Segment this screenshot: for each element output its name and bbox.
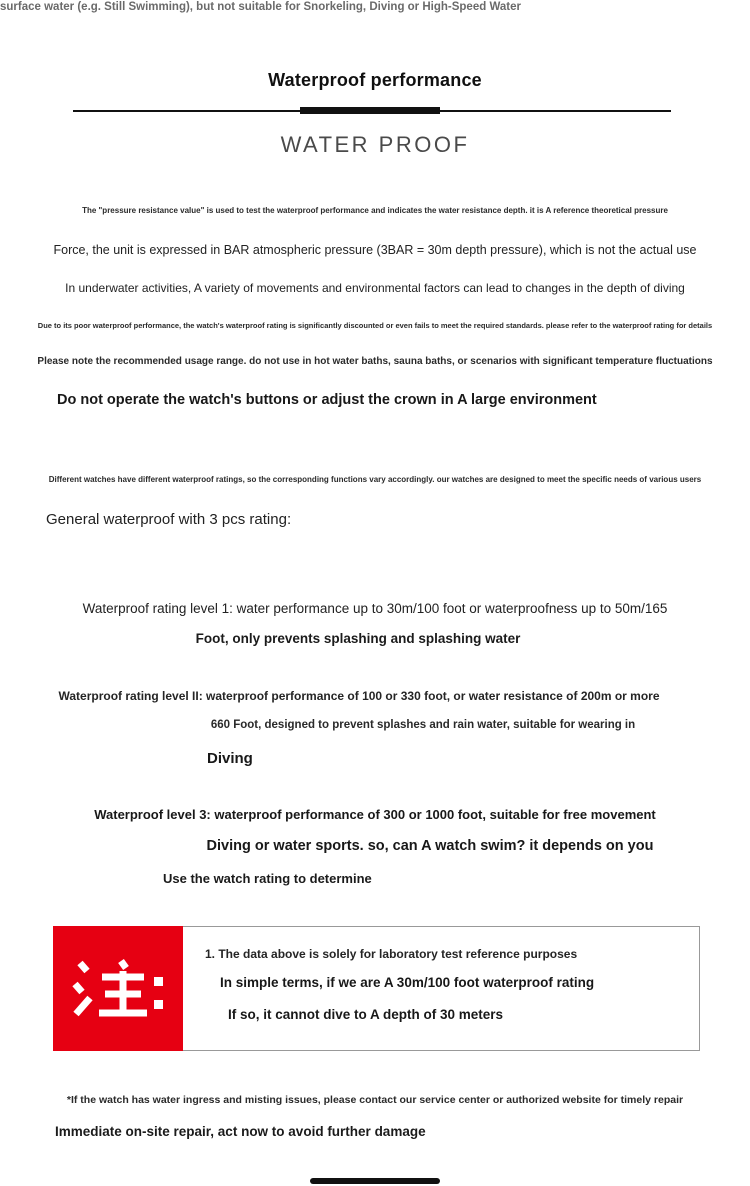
intro-fine-print-1: The "pressure resistance value" is used to test the waterproof performance and indicates the water resistance depth. it is A reference theoretical pressure [82, 206, 668, 215]
footer-service-note: *If the watch has water ingress and misting issues, please contact our service center or authorized website for timely repair [66, 1094, 684, 1106]
divider-thick-segment [300, 107, 440, 114]
intro-usage-note: Please note the recommended usage range. do not use in hot water baths, sauna baths, or scenarios with significant temperature fluctuations [37, 356, 713, 367]
rating-level2-diving-word: Diving [207, 750, 253, 767]
rating-level1-line1: Waterproof rating level 1: water performance up to 30m/100 foot or waterproofness up to 50m/165 [82, 601, 668, 616]
home-indicator-bar [310, 1178, 440, 1184]
rating-level3-line1: Waterproof level 3: waterproof performance of 300 or 1000 foot, suitable for free movement [94, 807, 656, 822]
page-title: Waterproof performance [268, 70, 482, 90]
note-content [183, 926, 700, 1051]
note-label-block [53, 926, 183, 1051]
page-subtitle: WATER PROOF [280, 132, 470, 157]
note-cjk-icon [72, 958, 164, 1020]
ratings-fine-print: Different watches have different waterproof ratings, so the corresponding functions vary accordingly. our watches are designed to meet the specific needs of various users [48, 475, 702, 484]
intro-paragraph-1: Force, the unit is expressed in BAR atmospheric pressure (3BAR = 30m depth pressure), which is not the actual use [53, 243, 697, 257]
intro-fine-print-2: Due to its poor waterproof performance, the watch's waterproof rating is significantly discounted or even fails to meet the required standards. please refer to the waterproof rating for details [37, 321, 713, 330]
note-line-2: In simple terms, if we are A 30m/100 foot waterproof rating [220, 975, 595, 990]
ratings-heading: General waterproof with 3 pcs rating: [46, 511, 292, 528]
note-line-3: If so, it cannot dive to A depth of 30 meters [228, 1007, 504, 1022]
rating-level3-line2: Diving or water sports. so, can A watch swim? it depends on you [206, 838, 654, 854]
intro-paragraph-2: In underwater activities, A variety of movements and environmental factors can lead to changes in the depth of diving [65, 281, 685, 295]
rating-level1-line2: Foot, only prevents splashing and splashing water [195, 631, 521, 646]
note-box [53, 926, 700, 1051]
rating-level2-line2: 660 Foot, designed to prevent splashes and rain water, suitable for wearing in [210, 719, 636, 731]
footer-repair-note: Immediate on-site repair, act now to avoid further damage [55, 1124, 426, 1139]
rating-level2-clipped-line: surface water (e.g. Still Swimming), but not suitable for Snorkeling, Diving or High-Speed Water [0, 1, 521, 13]
rating-level3-line3: Use the watch rating to determine [163, 871, 372, 886]
note-line-1: 1. The data above is solely for laboratory test reference purposes [205, 947, 578, 961]
rating-level2-line1: Waterproof rating level II: waterproof performance of 100 or 330 foot, or water resistance of 200m or more [58, 689, 660, 703]
intro-warning: Do not operate the watch's buttons or adjust the crown in A large environment [57, 392, 597, 408]
